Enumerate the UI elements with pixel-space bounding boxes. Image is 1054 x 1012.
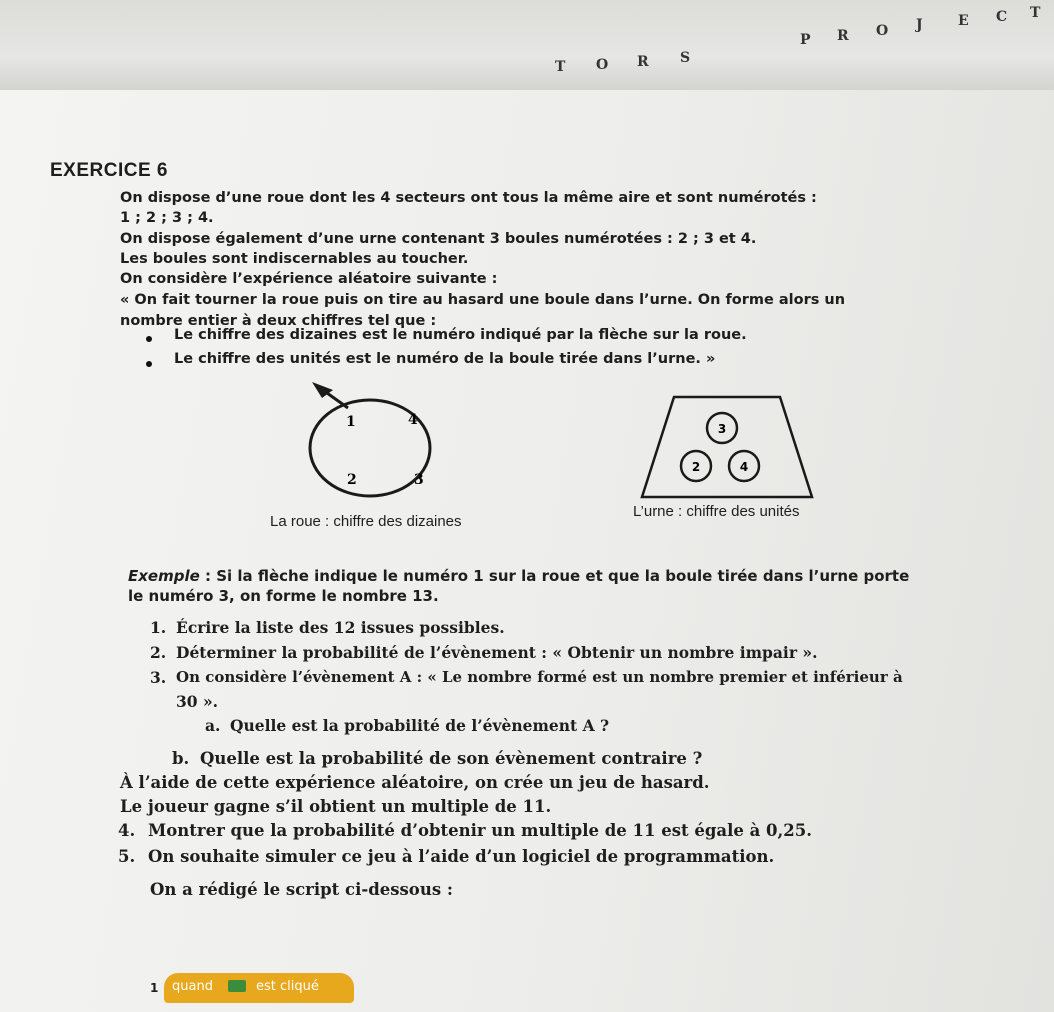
game-line: À l’aide de cette expérience aléatoire, on crée un jeu de hasard. (120, 773, 710, 792)
wheel-number: 4 (408, 412, 418, 428)
question-continuation: 30 ». (176, 692, 219, 711)
subquestion-text: Quelle est la probabilité de l’évènement A ? (230, 716, 610, 735)
header-letter: S (680, 50, 692, 66)
when-flag-clicked-block[interactable] (164, 973, 354, 1003)
header-letter: R (637, 54, 650, 70)
textbook-page (0, 90, 1054, 1012)
question-number: 3. (150, 668, 167, 687)
question-number: 1. (150, 618, 167, 637)
wheel-number: 3 (414, 472, 424, 488)
intro-line: On dispose d’une roue dont les 4 secteurs ont tous la même aire et sont numérotés : (120, 190, 817, 206)
subquestion-text: Quelle est la probabilité de son évènement contraire ? (200, 749, 703, 768)
wheel-number: 2 (347, 472, 357, 488)
question-number: 4. (118, 821, 136, 840)
intro-line: nombre entier à deux chiffres tel que : (120, 313, 437, 329)
question-text: On considère l’évènement A : « Le nombre formé est un nombre premier et inférieur à (176, 668, 903, 686)
intro-line: Les boules sont indiscernables au toucher. (120, 251, 469, 267)
header-letter: O (876, 23, 890, 39)
header-letter: T (1030, 5, 1042, 21)
subquestion-number: b. (172, 749, 190, 768)
bullet-dot (146, 336, 152, 342)
example-line: le numéro 3, on forme le nombre 13. (128, 587, 439, 605)
header-letter: O (596, 57, 610, 73)
header-letter: T (555, 59, 567, 75)
urn-caption: L’urne : chiffre des unités (633, 503, 800, 520)
script-line-number: 1 (150, 981, 159, 995)
header-letter: C (996, 9, 1009, 25)
game-line: Le joueur gagne s’il obtient un multiple de 11. (120, 797, 552, 816)
block-keyword: quand (172, 979, 213, 994)
urn-ball-number: 2 (691, 460, 701, 474)
example-label: Exemple (128, 567, 200, 585)
scratch-script (150, 973, 390, 1003)
urn-ball-number: 4 (739, 460, 749, 474)
intro-line: 1 ; 2 ; 3 ; 4. (120, 210, 214, 226)
urn-ball-number: 3 (717, 422, 727, 436)
example-text: : Si la flèche indique le numéro 1 sur la roue et que la boule tirée dans l’urne porte (199, 567, 910, 585)
question-number: 5. (118, 847, 136, 866)
intro-line: On considère l’expérience aléatoire suivante : (120, 271, 498, 287)
bullet-dot (146, 361, 152, 367)
bullet-text: Le chiffre des unités est le numéro de la boule tirée dans l’urne. » (174, 351, 716, 367)
example-line (128, 567, 909, 585)
green-flag-icon (228, 980, 246, 992)
wheel-caption: La roue : chiffre des dizaines (270, 513, 462, 530)
intro-line: « On fait tourner la roue puis on tire au hasard une boule dans l’urne. On forme alors un (120, 292, 846, 308)
header-letter: P (800, 32, 812, 48)
book-header-letters (0, 0, 1054, 96)
question-text: On souhaite simuler ce jeu à l’aide d’un logiciel de programmation. (148, 847, 775, 866)
script-intro: On a rédigé le script ci-dessous : (150, 880, 453, 899)
urn-outline (642, 397, 812, 497)
urn-figure (640, 392, 830, 507)
question-text: Écrire la liste des 12 issues possibles. (176, 618, 505, 637)
question-text: Montrer que la probabilité d’obtenir un multiple de 11 est égale à 0,25. (148, 821, 812, 840)
block-suffix: est cliqué (256, 979, 319, 994)
intro-line: On dispose également d’une urne contenant 3 boules numérotées : 2 ; 3 et 4. (120, 231, 757, 247)
question-number: 2. (150, 643, 167, 662)
exercise-title: EXERCICE 6 (50, 160, 168, 181)
header-letter: E (958, 13, 970, 29)
bullet-text: Le chiffre des dizaines est le numéro indiqué par la flèche sur la roue. (174, 327, 747, 343)
header-letter: J (916, 17, 924, 33)
wheel-number: 1 (346, 414, 356, 430)
subquestion-number: a. (205, 716, 221, 735)
header-letter: R (837, 28, 850, 44)
question-text: Déterminer la probabilité de l’évènement : « Obtenir un nombre impair ». (176, 643, 818, 662)
wheel-figure (300, 380, 470, 510)
